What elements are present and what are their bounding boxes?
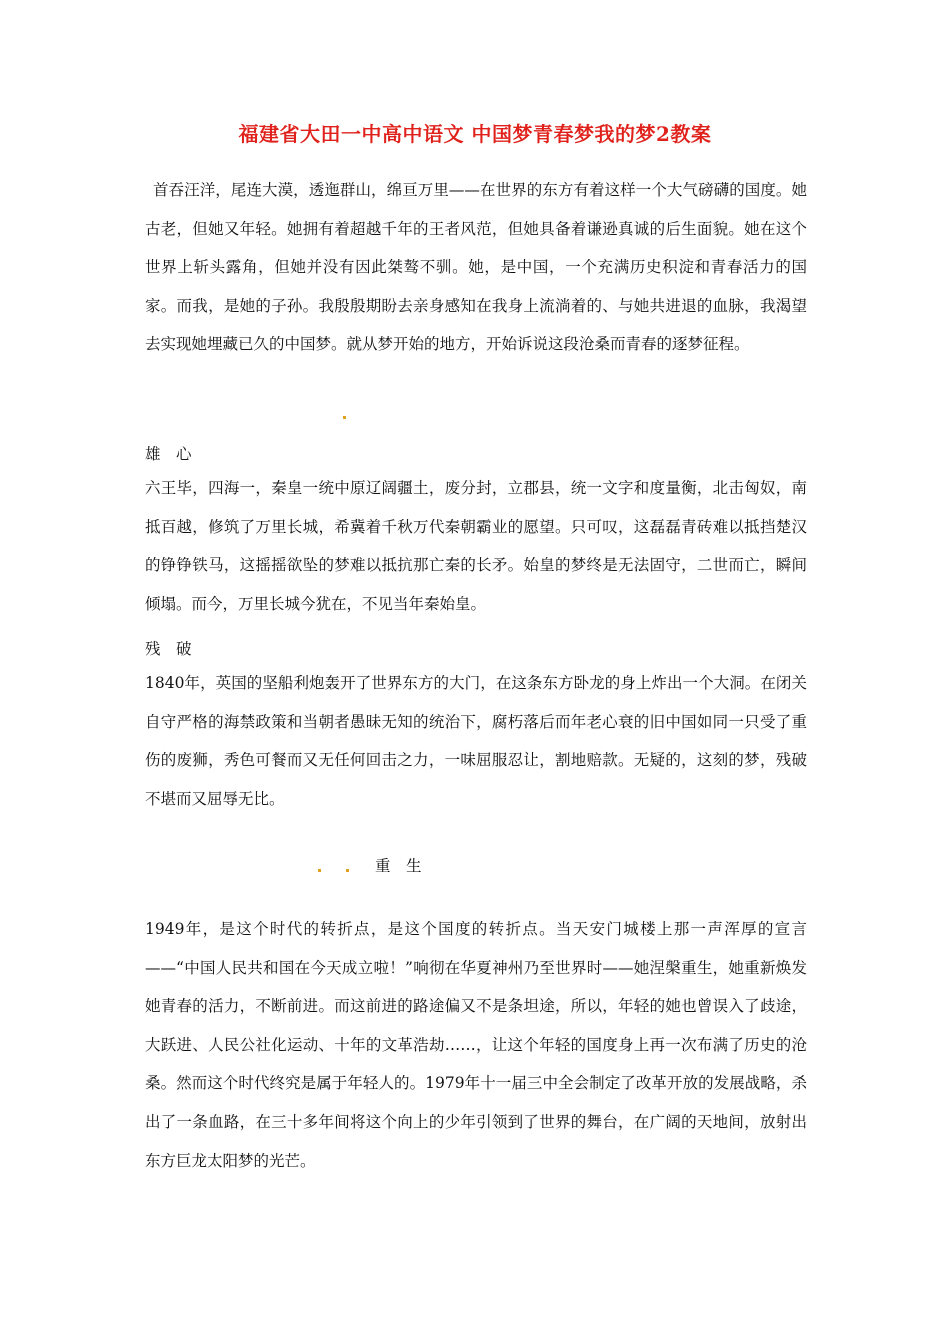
document-title: 福建省大田一中高中语文 中国梦青春梦我的梦2教案 — [238, 122, 712, 146]
section-heading-ruin: 残 破 — [145, 640, 192, 658]
section-heading-ambition: 雄 心 — [145, 445, 192, 463]
intro-paragraph: 首吞汪洋，尾连大漠，透迤群山，绵亘万里——在世界的东方有着这样一个大气磅礴的国度。她古老，但她又年轻。她拥有着超越千年的王者风范，但她具备着谦逊真诚的后生面貌。她在这个世界上斩头露角，但她并没有因此桀骜不驯。她，是中国，一个充满历史积淀和青春活力的国家。而我，是她的子孙。我殷殷期盼去亲身感知在我身上流淌着的、与她共进退的血脉，我渴望去实现她埋藏已久的中国梦。就从梦开始的地方，开始诉说这段沧桑而青春的逐梦征程。 — [145, 181, 807, 354]
section-heading-rebirth: 重 生 — [375, 857, 422, 875]
decorative-dot — [318, 869, 321, 872]
section-text-rebirth: 1949年，是这个时代的转折点，是这个国度的转折点。当天安门城楼上那一声浑厚的宣言——“中国人民共和国在今天成立啦！”响彻在华夏神州乃至世界时——她涅槃重生，她重新焕发她青春的活力，不断前进。而这前进的路途偏又不是条坦途，所以，年轻的她也曾误入了歧途，大跃进、人民公社化运动、十年的文革浩劫……，让这个年轻的国度身上再一次布满了历史的沧桑。然而这个时代终究是属于年轻人的。1979年十一届三中全会制定了改革开放的发展战略，杀出了一条血路，在三十多年间将这个向上的少年引领到了世界的舞台，在广阔的天地间，放射出东方巨龙太阳梦的光芒。 — [145, 920, 807, 1170]
section-text-ruin: 1840年，英国的坚船利炮轰开了世界东方的大门，在这条东方卧龙的身上炸出一个大洞。在闭关自守严格的海禁政策和当朝者愚昧无知的统治下，腐朽落后而年老心衰的旧中国如同一只受了重伤的废狮，秀色可餐而又无任何回击之力，一味屈服忍让，割地赔款。无疑的，这刻的梦，残破不堪而又屈辱无比。 — [145, 674, 807, 808]
decorative-dot — [343, 416, 346, 419]
decorative-dot — [346, 869, 349, 872]
section-text-ambition: 六王毕，四海一，秦皇一统中原辽阔疆土，废分封，立郡县，统一文字和度量衡，北击匈奴，南抵百越，修筑了万里长城，希冀着千秋万代秦朝霸业的愿望。只可叹，这磊磊青砖难以抵挡楚汉的铮铮铁马，这摇摇欲坠的梦难以抵抗那亡秦的长矛。始皇的梦终是无法固守，二世而亡，瞬间倾塌。而今，万里长城今犹在，不见当年秦始皇。 — [145, 479, 807, 613]
